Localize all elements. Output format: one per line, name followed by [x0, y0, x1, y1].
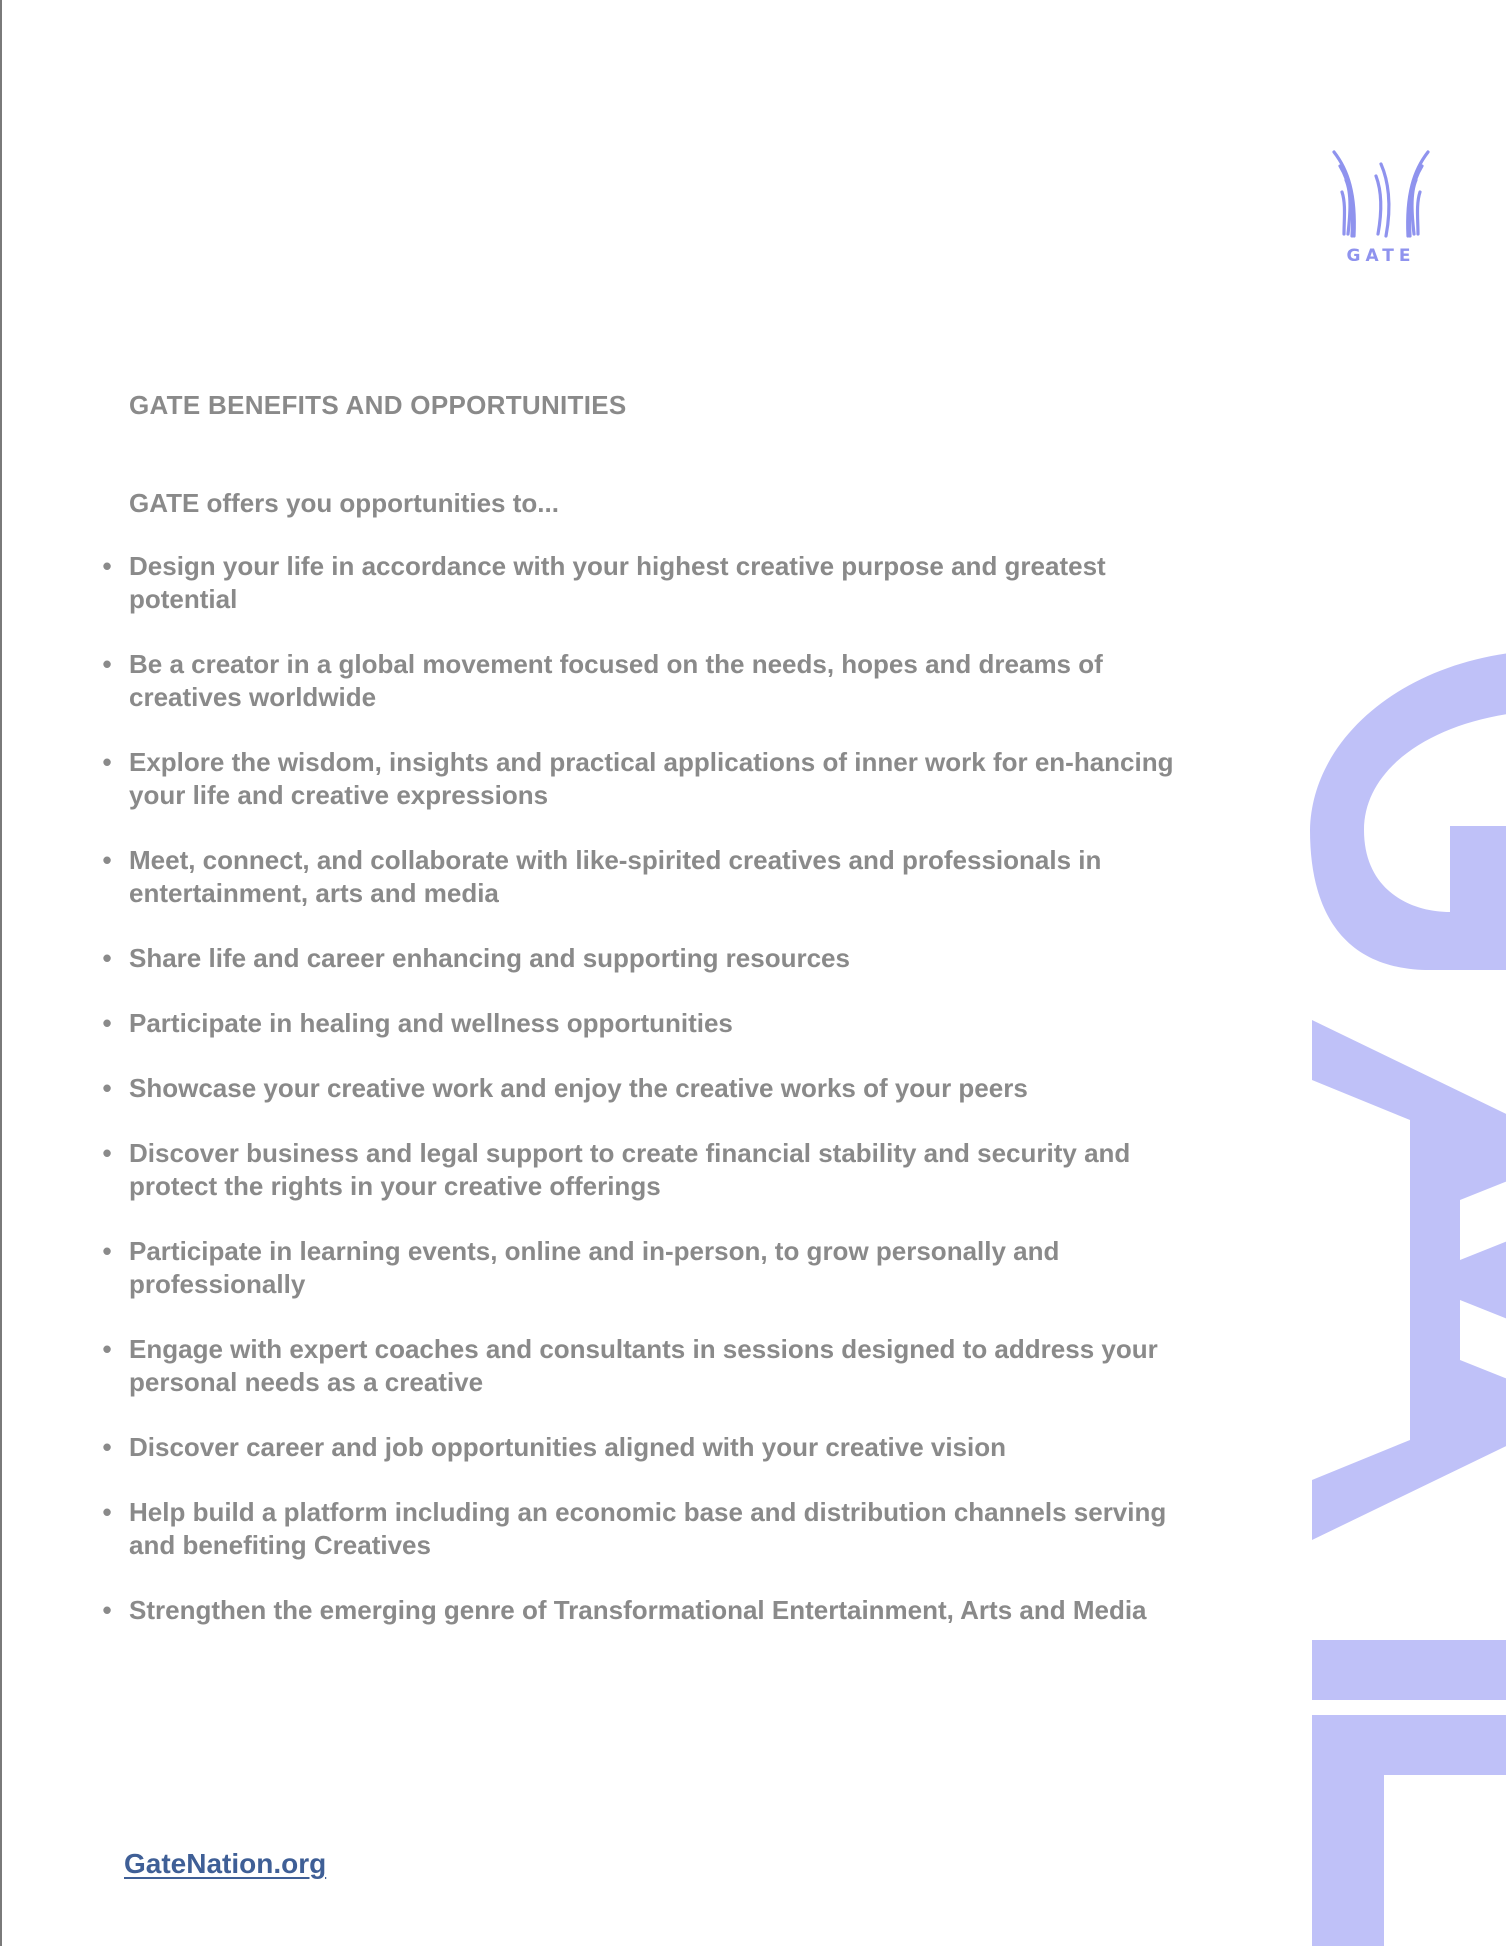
benefit-text: Showcase your creative work and enjoy the creative works of your peers	[129, 1073, 1028, 1103]
list-item	[102, 648, 1219, 714]
list-item	[102, 1137, 1219, 1203]
website-link[interactable]: GateNation.org	[124, 1848, 327, 1879]
benefit-text: Be a creator in a global movement focused on the needs, hopes and dreams of creatives worldwide	[129, 649, 1103, 712]
list-item	[102, 844, 1219, 910]
bullet-icon: •	[102, 1595, 112, 1625]
watermark-letter-g	[1310, 650, 1506, 970]
watermark-letter-e	[1312, 1715, 1506, 1946]
bullet-icon: •	[102, 1008, 112, 1038]
gate-logo	[1326, 146, 1436, 276]
gate-flame-icon	[1326, 146, 1436, 241]
bullet-icon: •	[102, 551, 112, 581]
watermark-letters	[1310, 640, 1506, 1946]
gate-watermark	[1310, 640, 1506, 1946]
benefit-text: Explore the wisdom, insights and practical applications of inner work for en-hancing your life and creative expressions	[129, 747, 1174, 810]
list-item	[102, 746, 1219, 812]
benefit-text: Discover business and legal support to create financial stability and security and protect the rights in your creative offerings	[129, 1138, 1131, 1201]
page-title: GATE BENEFITS AND OPPORTUNITIES	[129, 390, 627, 420]
benefit-text: Design your life in accordance with your highest creative purpose and greatest potential	[129, 551, 1106, 614]
list-item	[102, 1235, 1219, 1301]
benefit-text: Meet, connect, and collaborate with like-spirited creatives and professionals in entertainment, arts and media	[129, 845, 1102, 908]
benefit-text: Strengthen the emerging genre of Transformational Entertainment, Arts and Media	[129, 1595, 1147, 1625]
bullet-icon: •	[102, 1073, 112, 1103]
bullet-icon: •	[102, 1497, 112, 1527]
bullet-icon: •	[102, 747, 112, 777]
watermark-letter-t	[1312, 1640, 1506, 1700]
bullet-icon: •	[102, 943, 112, 973]
bullet-icon: •	[102, 1334, 112, 1364]
bullet-icon: •	[102, 1236, 112, 1266]
benefits-list	[102, 550, 1219, 1659]
benefit-text: Share life and career enhancing and supporting resources	[129, 943, 850, 973]
list-item	[102, 550, 1219, 616]
bullet-icon: •	[102, 1432, 112, 1462]
benefit-text: Participate in learning events, online and in-person, to grow personally and professionally	[129, 1236, 1060, 1299]
benefit-text: Help build a platform including an economic base and distribution channels serving and benefiting Creatives	[129, 1497, 1167, 1560]
list-item	[102, 1431, 1219, 1464]
watermark-letter-a	[1312, 1020, 1506, 1540]
intro-text: GATE offers you opportunities to...	[129, 488, 559, 518]
bullet-icon: •	[102, 1138, 112, 1168]
list-item	[102, 1072, 1219, 1105]
list-item	[102, 942, 1219, 975]
logo-wordmark: GATE	[1346, 246, 1416, 266]
page-edge-line	[0, 0, 2, 1946]
benefit-text: Engage with expert coaches and consultants in sessions designed to address your personal needs as a creative	[129, 1334, 1158, 1397]
benefit-text: Discover career and job opportunities aligned with your creative vision	[129, 1432, 1007, 1462]
list-item	[102, 1496, 1219, 1562]
bullet-icon: •	[102, 649, 112, 679]
list-item	[102, 1333, 1219, 1399]
list-item	[102, 1594, 1219, 1627]
benefit-text: Participate in healing and wellness opportunities	[129, 1008, 733, 1038]
bullet-icon: •	[102, 845, 112, 875]
list-item	[102, 1007, 1219, 1040]
